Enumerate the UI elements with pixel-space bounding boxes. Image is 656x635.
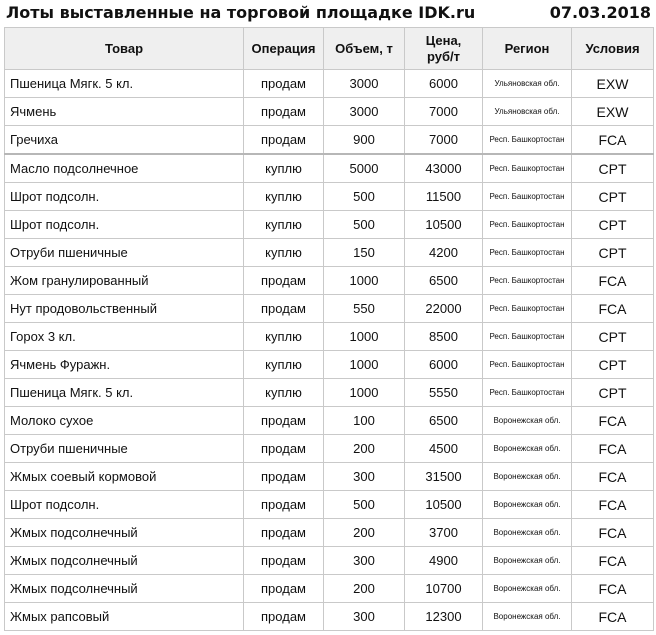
table-row xyxy=(5,183,654,211)
cell-operation: продам xyxy=(244,267,324,295)
cell-item: Отруби пшеничные xyxy=(5,239,244,267)
cell-operation: куплю xyxy=(244,239,324,267)
cell-conditions: FCA xyxy=(572,435,654,463)
cell-price: 12300 xyxy=(405,603,483,631)
cell-region: Воронежская обл. xyxy=(483,435,572,463)
table-row xyxy=(5,211,654,239)
cell-volume: 1000 xyxy=(324,379,405,407)
cell-item: Пшеница Мягк. 5 кл. xyxy=(5,379,244,407)
cell-volume: 150 xyxy=(324,239,405,267)
cell-operation: куплю xyxy=(244,351,324,379)
cell-region: Воронежская обл. xyxy=(483,547,572,575)
cell-operation: продам xyxy=(244,407,324,435)
cell-region: Воронежская обл. xyxy=(483,575,572,603)
cell-region: Воронежская обл. xyxy=(483,407,572,435)
cell-price: 10700 xyxy=(405,575,483,603)
table-header-row xyxy=(5,28,654,70)
table-row xyxy=(5,463,654,491)
cell-conditions: FCA xyxy=(572,519,654,547)
cell-conditions: FCA xyxy=(572,267,654,295)
cell-item: Отруби пшеничные xyxy=(5,435,244,463)
report-date: 07.03.2018 xyxy=(549,3,651,22)
cell-conditions: EXW xyxy=(572,70,654,98)
table-row xyxy=(5,239,654,267)
cell-conditions: CPT xyxy=(572,239,654,267)
cell-conditions: FCA xyxy=(572,603,654,631)
cell-item: Пшеница Мягк. 5 кл. xyxy=(5,70,244,98)
column-header-price-line2: руб/т xyxy=(426,48,460,64)
cell-volume: 900 xyxy=(324,126,405,155)
cell-price: 10500 xyxy=(405,491,483,519)
cell-conditions: CPT xyxy=(572,211,654,239)
cell-price: 7000 xyxy=(405,126,483,155)
cell-operation: продам xyxy=(244,547,324,575)
cell-region: Воронежская обл. xyxy=(483,491,572,519)
cell-volume: 500 xyxy=(324,183,405,211)
cell-conditions: CPT xyxy=(572,183,654,211)
cell-price: 4900 xyxy=(405,547,483,575)
cell-item: Жмых подсолнечный xyxy=(5,575,244,603)
page-title: Лоты выставленные на торговой площадке IDK.ru xyxy=(6,3,476,22)
cell-conditions: FCA xyxy=(572,407,654,435)
cell-conditions: EXW xyxy=(572,98,654,126)
cell-conditions: FCA xyxy=(572,491,654,519)
cell-price: 7000 xyxy=(405,98,483,126)
table-row xyxy=(5,351,654,379)
cell-region: Респ. Башкортостан xyxy=(483,295,572,323)
cell-item: Жом гранулированный xyxy=(5,267,244,295)
cell-operation: куплю xyxy=(244,154,324,183)
cell-price: 43000 xyxy=(405,154,483,183)
cell-volume: 3000 xyxy=(324,70,405,98)
cell-conditions: CPT xyxy=(572,351,654,379)
cell-item: Гречиха xyxy=(5,126,244,155)
table-row xyxy=(5,519,654,547)
cell-item: Масло подсолнечное xyxy=(5,154,244,183)
cell-volume: 550 xyxy=(324,295,405,323)
cell-price: 3700 xyxy=(405,519,483,547)
cell-region: Воронежская обл. xyxy=(483,519,572,547)
table-row xyxy=(5,407,654,435)
cell-price: 22000 xyxy=(405,295,483,323)
cell-conditions: FCA xyxy=(572,295,654,323)
table-row xyxy=(5,295,654,323)
cell-operation: продам xyxy=(244,575,324,603)
cell-price: 4500 xyxy=(405,435,483,463)
cell-region: Ульяновская обл. xyxy=(483,70,572,98)
cell-price: 11500 xyxy=(405,183,483,211)
column-header-region: Регион xyxy=(483,28,572,70)
cell-volume: 300 xyxy=(324,463,405,491)
cell-volume: 5000 xyxy=(324,154,405,183)
cell-conditions: CPT xyxy=(572,154,654,183)
cell-price: 10500 xyxy=(405,211,483,239)
cell-region: Воронежская обл. xyxy=(483,463,572,491)
table-row xyxy=(5,323,654,351)
cell-operation: продам xyxy=(244,519,324,547)
cell-price: 5550 xyxy=(405,379,483,407)
cell-item: Нут продовольственный xyxy=(5,295,244,323)
cell-volume: 1000 xyxy=(324,323,405,351)
table-row xyxy=(5,98,654,126)
cell-conditions: FCA xyxy=(572,463,654,491)
table-row xyxy=(5,575,654,603)
cell-item: Жмых соевый кормовой xyxy=(5,463,244,491)
cell-item: Ячмень xyxy=(5,98,244,126)
cell-item: Шрот подсолн. xyxy=(5,183,244,211)
cell-region: Респ. Башкортостан xyxy=(483,211,572,239)
cell-volume: 200 xyxy=(324,519,405,547)
cell-region: Респ. Башкортостан xyxy=(483,267,572,295)
cell-region: Респ. Башкортостан xyxy=(483,239,572,267)
cell-price: 6500 xyxy=(405,407,483,435)
cell-item: Шрот подсолн. xyxy=(5,491,244,519)
cell-price: 8500 xyxy=(405,323,483,351)
column-header-operation: Операция xyxy=(244,28,324,70)
cell-region: Респ. Башкортостан xyxy=(483,126,572,155)
column-header-price xyxy=(405,28,483,70)
cell-item: Горох 3 кл. xyxy=(5,323,244,351)
cell-item: Молоко сухое xyxy=(5,407,244,435)
cell-volume: 200 xyxy=(324,575,405,603)
cell-volume: 1000 xyxy=(324,351,405,379)
table-row xyxy=(5,70,654,98)
cell-conditions: CPT xyxy=(572,379,654,407)
cell-operation: продам xyxy=(244,603,324,631)
cell-price: 6500 xyxy=(405,267,483,295)
cell-conditions: FCA xyxy=(572,575,654,603)
cell-price: 31500 xyxy=(405,463,483,491)
table-row xyxy=(5,126,654,155)
table-row xyxy=(5,267,654,295)
table-row xyxy=(5,154,654,183)
column-header-price-line1: Цена, xyxy=(425,32,462,48)
cell-volume: 300 xyxy=(324,603,405,631)
cell-item: Шрот подсолн. xyxy=(5,211,244,239)
cell-operation: куплю xyxy=(244,323,324,351)
cell-conditions: CPT xyxy=(572,323,654,351)
cell-price: 6000 xyxy=(405,70,483,98)
table-row xyxy=(5,379,654,407)
cell-operation: продам xyxy=(244,295,324,323)
cell-item: Ячмень Фуражн. xyxy=(5,351,244,379)
table-row xyxy=(5,603,654,631)
cell-operation: куплю xyxy=(244,211,324,239)
cell-operation: куплю xyxy=(244,379,324,407)
cell-region: Респ. Башкортостан xyxy=(483,154,572,183)
cell-operation: продам xyxy=(244,463,324,491)
cell-operation: продам xyxy=(244,126,324,155)
cell-region: Респ. Башкортостан xyxy=(483,379,572,407)
cell-item: Жмых рапсовый xyxy=(5,603,244,631)
cell-operation: продам xyxy=(244,98,324,126)
cell-item: Жмых подсолнечный xyxy=(5,547,244,575)
table-row xyxy=(5,435,654,463)
page-header xyxy=(0,0,656,26)
table-row xyxy=(5,491,654,519)
cell-volume: 500 xyxy=(324,491,405,519)
cell-region: Респ. Башкортостан xyxy=(483,323,572,351)
column-header-conditions: Условия xyxy=(572,28,654,70)
cell-volume: 100 xyxy=(324,407,405,435)
cell-operation: куплю xyxy=(244,183,324,211)
cell-volume: 1000 xyxy=(324,267,405,295)
cell-operation: продам xyxy=(244,491,324,519)
table-row xyxy=(5,547,654,575)
cell-price: 6000 xyxy=(405,351,483,379)
cell-region: Ульяновская обл. xyxy=(483,98,572,126)
cell-operation: продам xyxy=(244,435,324,463)
cell-item: Жмых подсолнечный xyxy=(5,519,244,547)
cell-volume: 300 xyxy=(324,547,405,575)
cell-volume: 500 xyxy=(324,211,405,239)
cell-price: 4200 xyxy=(405,239,483,267)
cell-operation: продам xyxy=(244,70,324,98)
cell-region: Респ. Башкортостан xyxy=(483,183,572,211)
cell-volume: 3000 xyxy=(324,98,405,126)
lots-table xyxy=(4,27,654,631)
cell-conditions: FCA xyxy=(572,126,654,155)
column-header-volume: Объем, т xyxy=(324,28,405,70)
cell-conditions: FCA xyxy=(572,547,654,575)
cell-region: Респ. Башкортостан xyxy=(483,351,572,379)
cell-region: Воронежская обл. xyxy=(483,603,572,631)
column-header-item: Товар xyxy=(5,28,244,70)
cell-volume: 200 xyxy=(324,435,405,463)
